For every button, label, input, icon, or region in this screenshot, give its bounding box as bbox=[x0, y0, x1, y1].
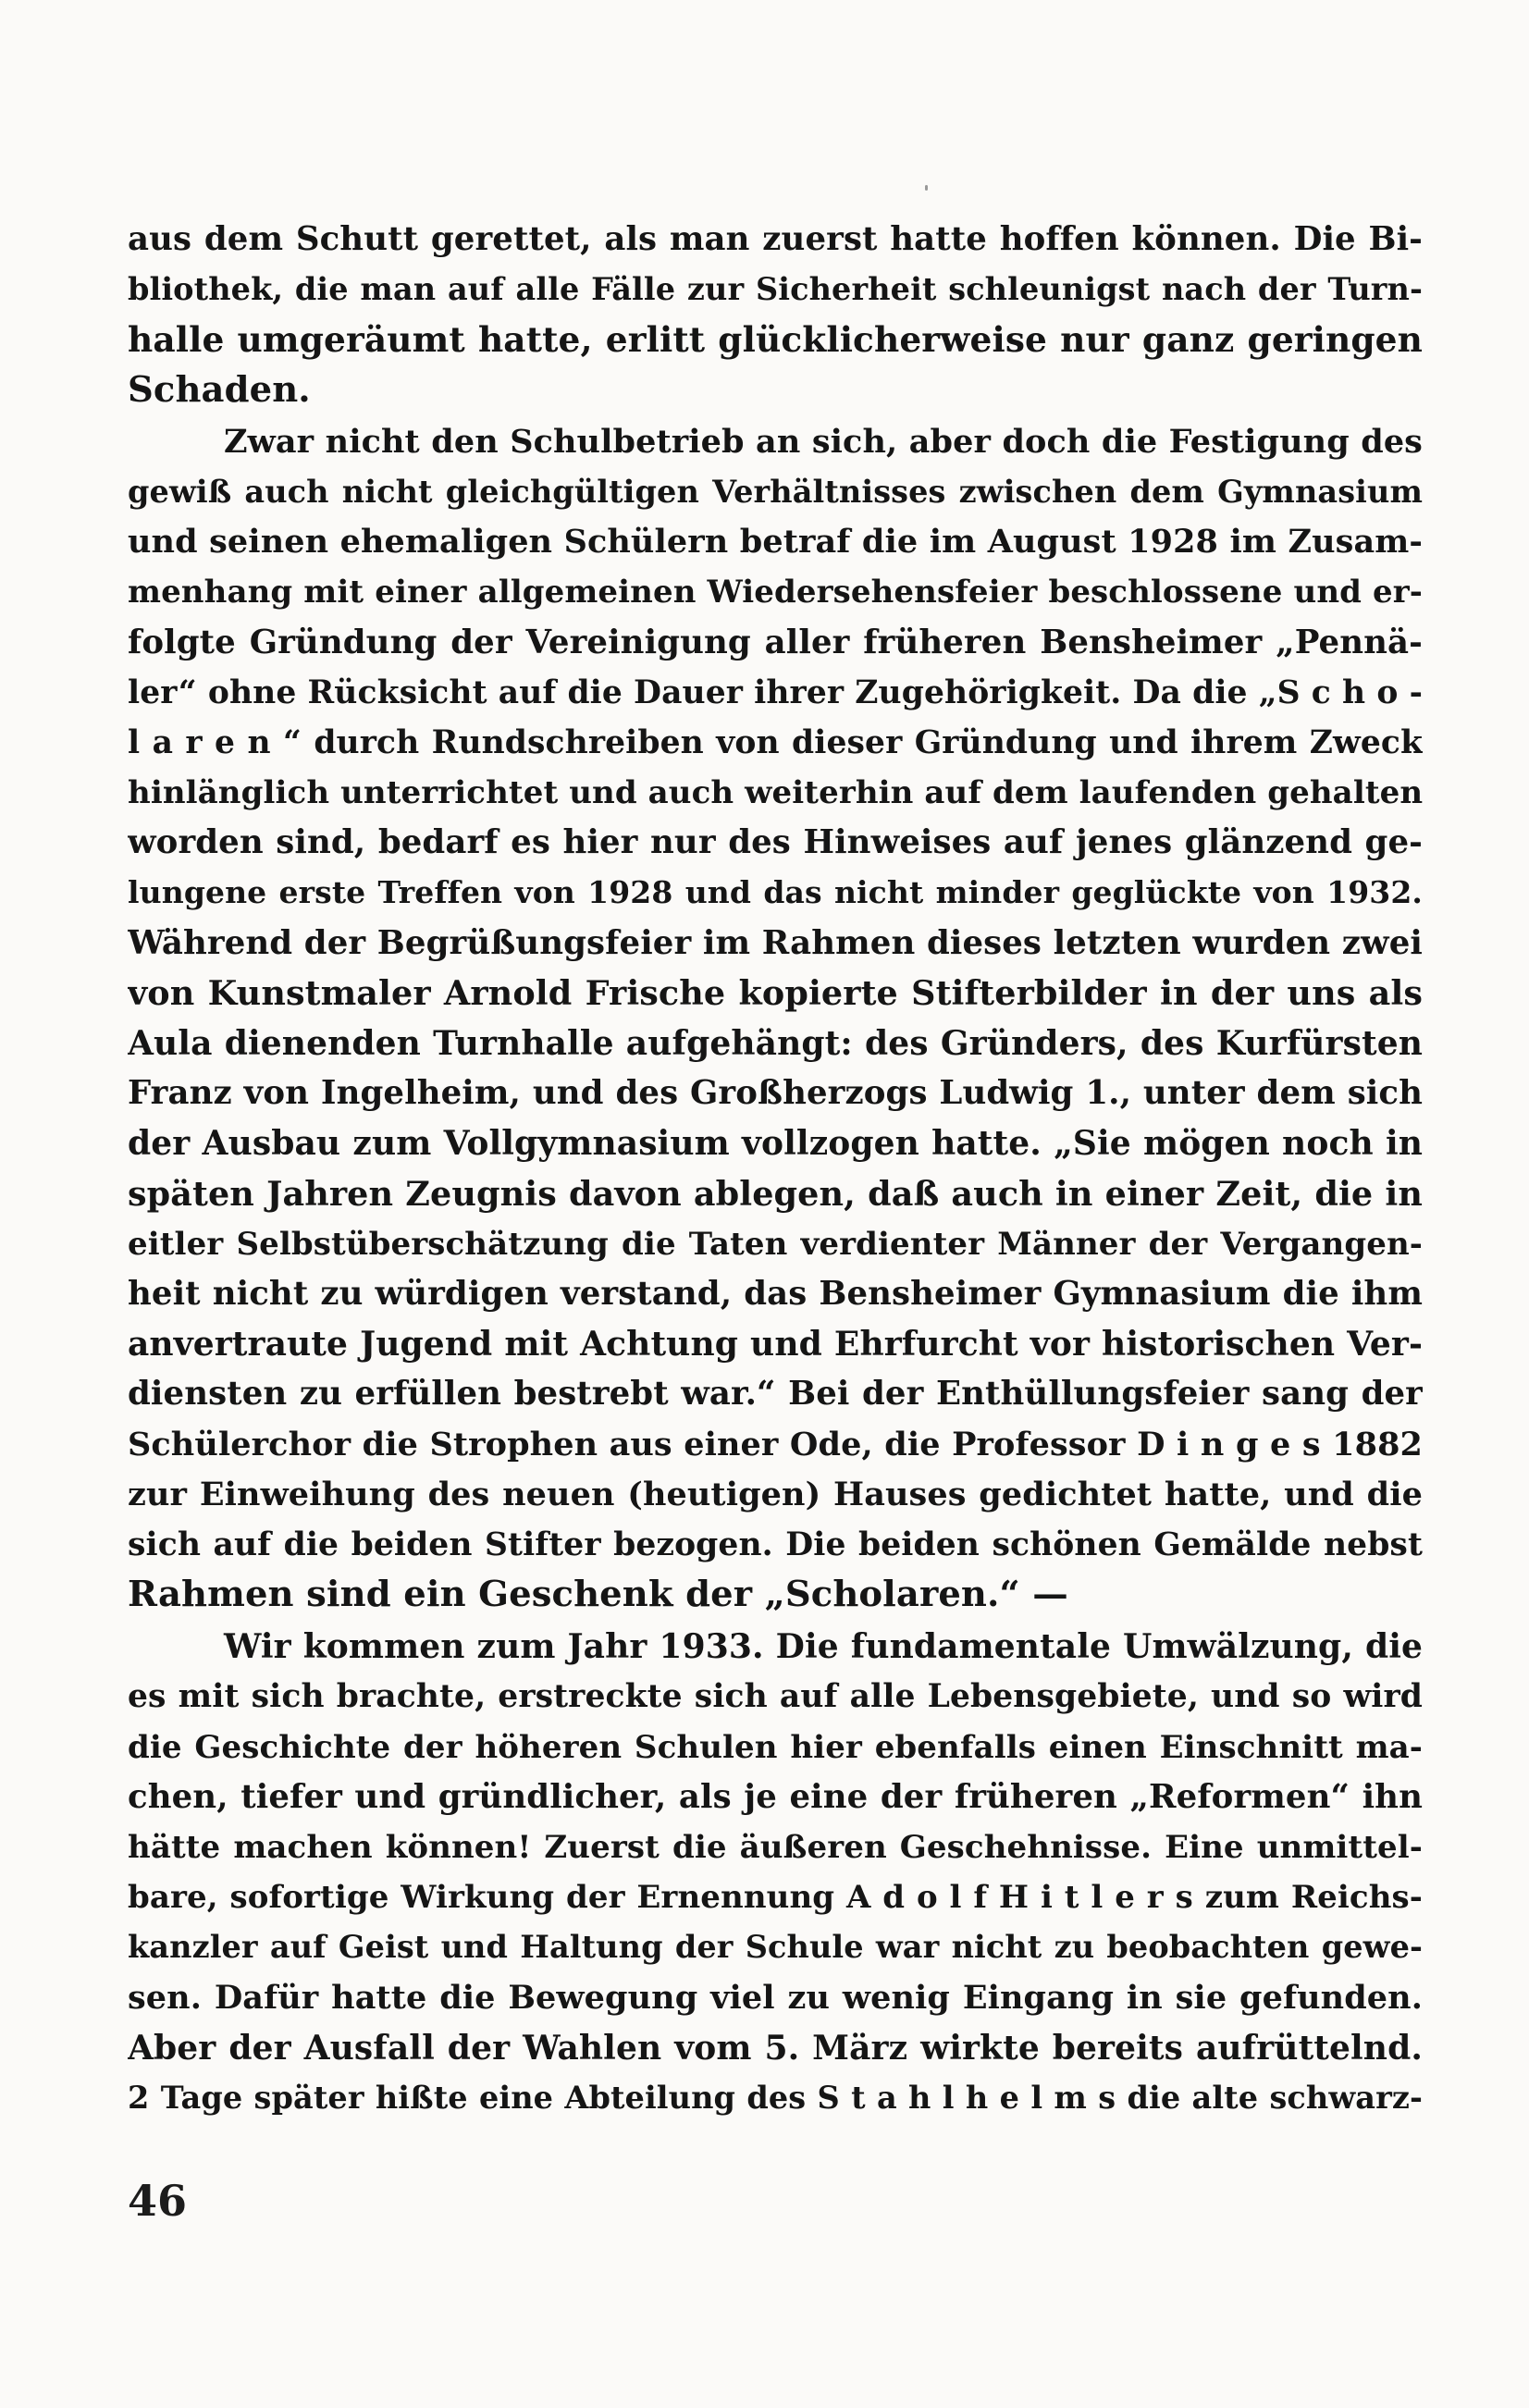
text-line: Während der Begrüßungsfeier im Rahmen dieses letzten wurden zwei bbox=[128, 923, 1423, 962]
text-line: späten Jahren Zeugnis davon ablegen, daß auch in einer Zeit, die in bbox=[128, 1173, 1423, 1214]
text-line: menhang mit einer allgemeinen Wiedersehensfeier beschlossene und er- bbox=[128, 574, 1423, 611]
text-line: der Ausbau zum Vollgymnasium vollzogen hatte. „Sie mögen noch in bbox=[128, 1124, 1423, 1164]
page-number: 46 bbox=[128, 2176, 188, 2226]
text-line: hinlänglich unterrichtet und auch weiterhin auf dem laufenden gehalten bbox=[128, 774, 1423, 812]
text-line: Schaden. bbox=[128, 368, 311, 411]
text-line: bliothek, die man auf alle Fälle zur Sicherheit schleunigst nach der Turn- bbox=[128, 271, 1423, 308]
text-line: lungene erste Treffen von 1928 und das nicht minder geglückte von 1932. bbox=[128, 874, 1423, 911]
text-line: von Kunstmaler Arnold Frische kopierte Stifterbilder in der uns als bbox=[128, 972, 1423, 1013]
text-line: l a r e n “ durch Rundschreiben von dieser Gründung und ihrem Zweck bbox=[128, 723, 1423, 761]
text-line: gewiß auch nicht gleichgültigen Verhältnisses zwischen dem Gymnasium bbox=[128, 473, 1423, 510]
text-line: worden sind, bedarf es hier nur des Hinweises auf jenes glänzend ge- bbox=[128, 823, 1423, 862]
text-line: ler“ ohne Rücksicht auf die Dauer ihrer Zugehörigkeit. Da die „S c h o - bbox=[128, 673, 1423, 711]
text-line: anvertraute Jugend mit Achtung und Ehrfurcht vor historischen Ver- bbox=[128, 1325, 1423, 1365]
text-line: und seinen ehemaligen Schülern betraf die im August 1928 im Zusam- bbox=[128, 523, 1423, 562]
body-text bbox=[128, 215, 1423, 2123]
text-line: chen, tiefer und gründlicher, als je eine der früheren „Reformen“ ihn bbox=[128, 1777, 1423, 1816]
text-line: Aula dienenden Turnhalle aufgehängt: des Gründers, des Kurfürsten bbox=[128, 1024, 1423, 1063]
text-line: aus dem Schutt gerettet, als man zuerst hatte hoffen können. Die Bi- bbox=[128, 220, 1423, 258]
text-line: kanzler auf Geist und Haltung der Schule war nicht zu beobachten gewe- bbox=[128, 1929, 1423, 1966]
text-line: Franz von Ingelheim, und des Großherzogs Ludwig 1., unter dem sich bbox=[128, 1074, 1423, 1113]
text-line: Wir kommen zum Jahr 1933. Die fundamentale Umwälzung, die bbox=[224, 1627, 1423, 1667]
text-line: Zwar nicht den Schulbetrieb an sich, aber doch die Festigung des bbox=[224, 422, 1423, 461]
text-line: diensten zu erfüllen bestrebt war.“ Bei der Enthüllungsfeier sang der bbox=[128, 1375, 1423, 1414]
text-line: folgte Gründung der Vereinigung aller früheren Bensheimer „Pennä- bbox=[128, 623, 1423, 661]
text-line: Schülerchor die Strophen aus einer Ode, die Professor D i n g e s 1882 bbox=[128, 1425, 1423, 1463]
text-line: eitler Selbstüberschätzung die Taten verdienter Männer der Vergangen- bbox=[128, 1225, 1423, 1263]
paper-speck bbox=[925, 185, 928, 191]
text-line: Rahmen sind ein Geschenk der „Scholaren.“ — bbox=[128, 1574, 1068, 1616]
text-line: hätte machen können! Zuerst die äußeren Geschehnisse. Eine unmittel- bbox=[128, 1829, 1423, 1866]
text-line: heit nicht zu würdigen verstand, das Bensheimer Gymnasium die ihm bbox=[128, 1274, 1423, 1313]
text-line: halle umgeräumt hatte, erlitt glücklicherweise nur ganz geringen bbox=[128, 319, 1423, 361]
text-line: 2 Tage später hißte eine Abteilung des S t a h l h e l m s die alte schwarz- bbox=[128, 2079, 1423, 2116]
text-line: zur Einweihung des neuen (heutigen) Hauses gedichtet hatte, und die bbox=[128, 1475, 1423, 1513]
text-line: Aber der Ausfall der Wahlen vom 5. März wirkte bereits aufrüttelnd. bbox=[128, 2028, 1423, 2068]
text-line: es mit sich brachte, erstreckte sich auf alle Lebensgebiete, und so wird bbox=[128, 1678, 1423, 1716]
text-line: sen. Dafür hatte die Bewegung viel zu wenig Eingang in sie gefunden. bbox=[128, 1978, 1423, 2017]
text-line: die Geschichte der höheren Schulen hier ebenfalls einen Einschnitt ma- bbox=[128, 1728, 1423, 1766]
text-line: sich auf die beiden Stifter bezogen. Die beiden schönen Gemälde nebst bbox=[128, 1525, 1423, 1563]
text-line: bare, sofortige Wirkung der Ernennung A d o l f H i t l e r s zum Reichs- bbox=[128, 1879, 1423, 1917]
